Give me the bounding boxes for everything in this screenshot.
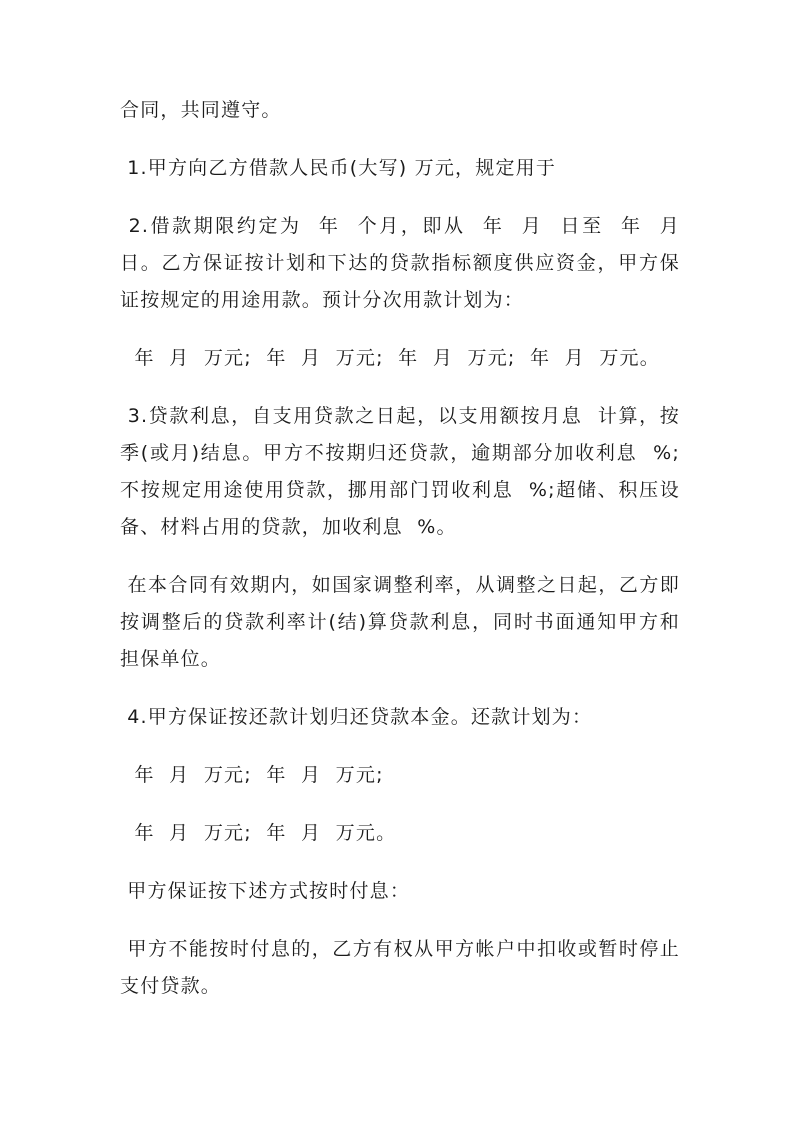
paragraph-rate-adjustment: 在本合同有效期内，如国家调整利率，从调整之日起，乙方即按调整后的贷款利率计(结)算贷款利息，同时书面通知甲方和担保单位。 <box>120 574 680 670</box>
paragraph-clause-2: 2.借款期限约定为 年 个月，即从 年 月 日至 年 月 日。乙方保证按计划和下达的贷款指标额度供应资金，甲方保证按规定的用途用款。预计分次用款计划为： <box>120 215 695 311</box>
paragraph-repayment-schedule-1: 年 月 万元; 年 月 万元; <box>120 764 384 786</box>
paragraph-clause-1: 1.甲方向乙方借款人民币(大写) 万元，规定用于 <box>120 157 557 179</box>
document-body <box>120 92 695 1026</box>
paragraph-interest-method: 甲方保证按下述方式按时付息： <box>120 880 411 902</box>
paragraph-clause-3: 3.贷款利息，自支用贷款之日起，以支用额按月息 计算，按季(或月)结息。甲方不按期归还贷款，逾期部分加收利息 %;不按规定用途使用贷款，挪用部门罚收利息 %;超储、积压设备、材料占用的贷款，加收利息 %。 <box>120 405 680 538</box>
paragraph-usage-schedule: 年 月 万元; 年 月 万元; 年 月 万元; 年 月 万元。 <box>120 347 660 369</box>
paragraph-repayment-schedule-2: 年 月 万元; 年 月 万元。 <box>120 822 397 844</box>
paragraph-clause-4: 4.甲方保证按还款计划归还贷款本金。还款计划为： <box>120 706 593 728</box>
paragraph-late-interest: 甲方不能按时付息的，乙方有权从甲方帐户中扣收或暂时停止支付贷款。 <box>120 938 680 997</box>
paragraph-contract-intro: 合同，共同遵守。 <box>120 99 282 121</box>
